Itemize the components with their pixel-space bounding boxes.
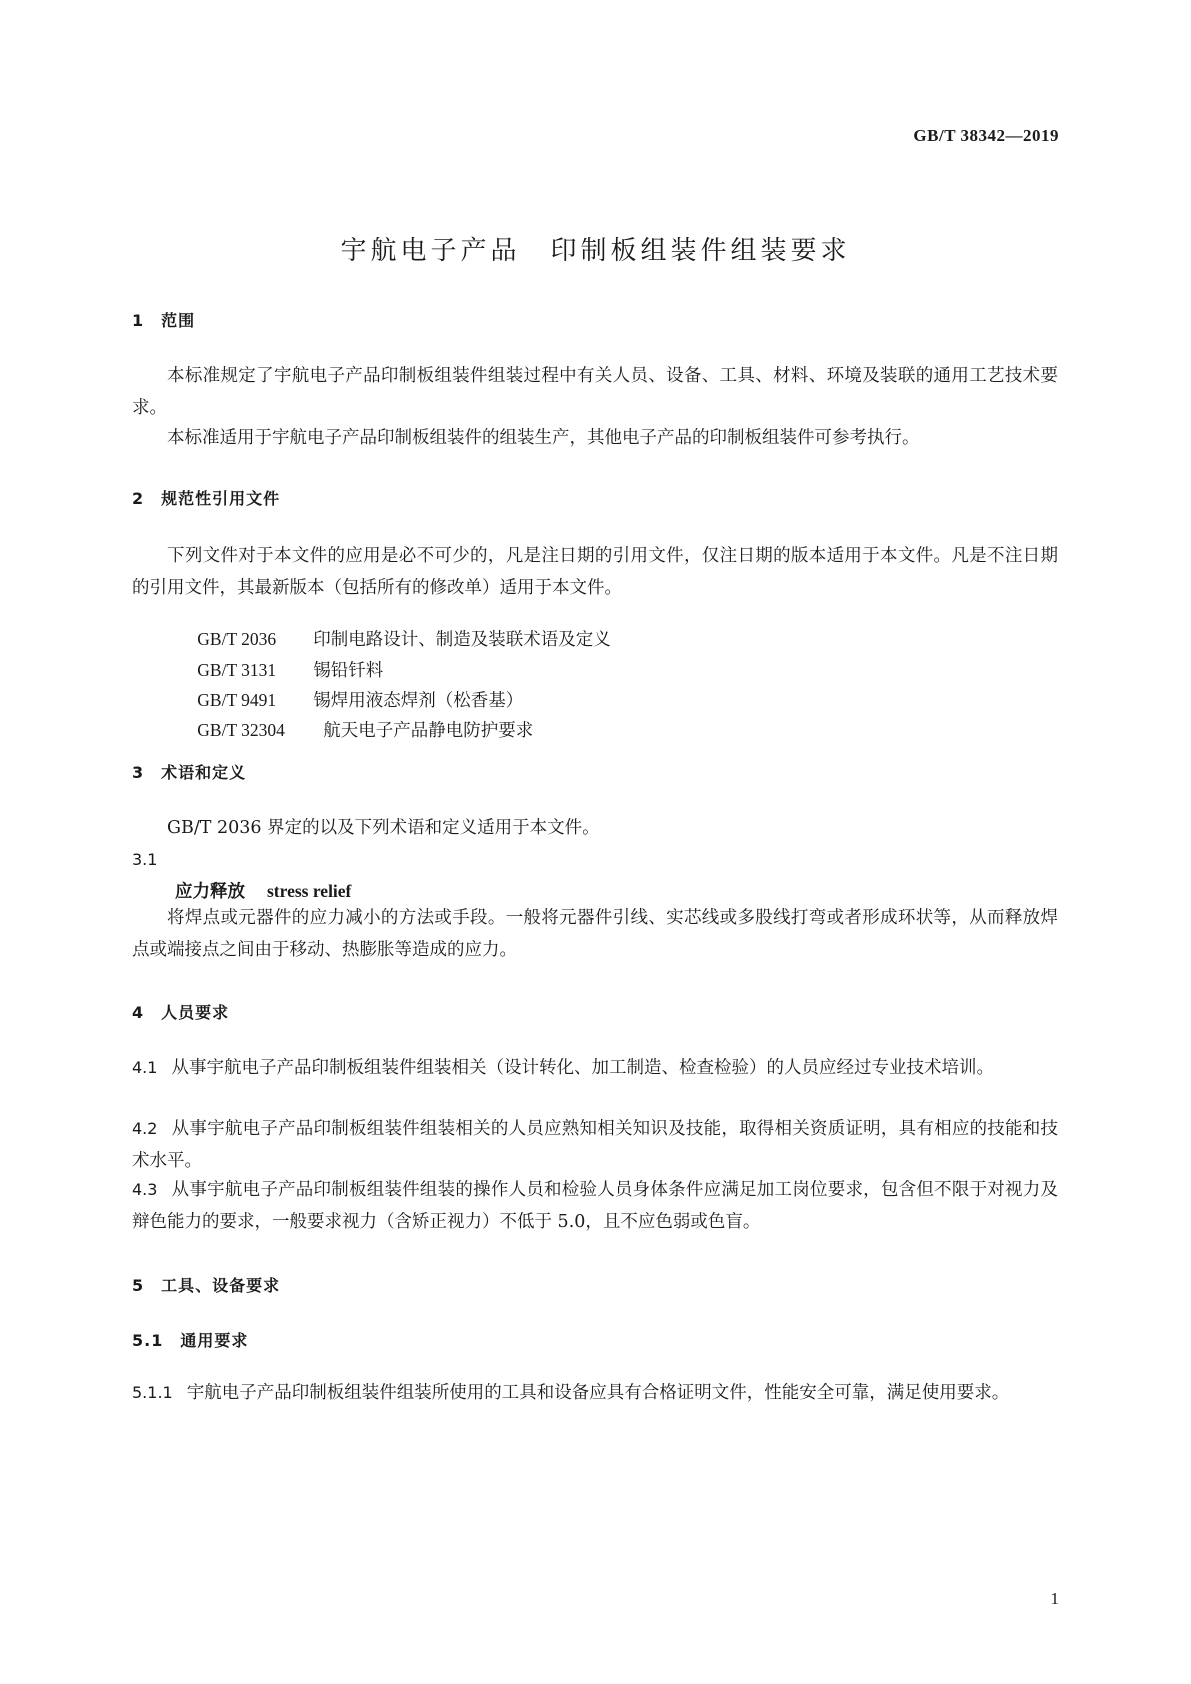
reference-code: GB/T 2036	[197, 629, 277, 649]
clause-4-2	[132, 1113, 1058, 1177]
clause-number: 5.1.1	[132, 1383, 173, 1402]
section-5-heading: 5 工具、设备要求	[132, 1276, 281, 1295]
section-4-heading: 4 人员要求	[132, 1003, 230, 1022]
clause-4-3	[132, 1174, 1058, 1238]
section-1-heading: 1 范围	[132, 311, 196, 330]
term-name-en: stress relief	[267, 881, 352, 901]
clause-5-1-1	[132, 1377, 1058, 1409]
reference-title: 锡铅钎料	[313, 661, 384, 681]
section-3-heading: 3 术语和定义	[132, 763, 247, 782]
section-2-intro: 下列文件对于本文件的应用是必不可少的，凡是注日期的引用文件，仅注日期的版本适用于本文件。凡是不注日期的引用文件，其最新版本（包括所有的修改单）适用于本文件。	[132, 546, 1058, 598]
section-2-heading: 2 规范性引用文件	[132, 489, 281, 508]
section-1-para-2: 本标准适用于宇航电子产品印制板组装件的组装生产，其他电子产品的印制板组装件可参考执行。	[167, 428, 920, 448]
page-number: 1	[1050, 1589, 1059, 1608]
reference-code: GB/T 3131	[197, 660, 277, 680]
clause-text: 从事宇航电子产品印制板组装件组装相关（设计转化、加工制造、检查检验）的人员应经过专业技术培训。	[171, 1058, 994, 1078]
reference-item	[175, 697, 533, 762]
reference-title: 印制电路设计、制造及装联术语及定义	[313, 630, 611, 650]
reference-title: 锡焊用液态焊剂（松香基）	[313, 691, 524, 711]
reference-title: 航天电子产品静电防护要求	[323, 721, 534, 741]
term-name	[175, 878, 351, 903]
section-5-1-heading: 5.1 通用要求	[132, 1331, 249, 1350]
document-title: 宇航电子产品 印制板组装件组装要求	[340, 236, 851, 266]
clause-number: 4.1	[132, 1058, 158, 1077]
reference-code: GB/T 32304	[197, 720, 285, 740]
reference-code: GB/T 9491	[197, 690, 277, 710]
standard-code: GB/T 38342—2019	[913, 126, 1059, 145]
clause-text: 从事宇航电子产品印制板组装件组装相关的人员应熟知相关知识及技能，取得相关资质证明，具有相应的技能和技术水平。	[132, 1119, 1058, 1171]
clause-number: 4.2	[132, 1119, 158, 1138]
section-3-intro: GB/T 2036 界定的以及下列术语和定义适用于本文件。	[167, 818, 600, 838]
term-name-cn: 应力释放	[175, 882, 245, 902]
term-definition: 将焊点或元器件的应力减小的方法或手段。一般将元器件引线、实芯线或多股线打弯或者形成环状等，从而释放焊点或端接点之间由于移动、热膨胀等造成的应力。	[132, 908, 1058, 960]
term-number: 3.1	[132, 850, 158, 869]
clause-text: 宇航电子产品印制板组装件组装所使用的工具和设备应具有合格证明文件，性能安全可靠，满足使用要求。	[186, 1383, 1010, 1403]
clause-number: 4.3	[132, 1180, 158, 1199]
section-1-para-1: 本标准规定了宇航电子产品印制板组装件组装过程中有关人员、设备、工具、材料、环境及装联的通用工艺技术要求。	[132, 366, 1058, 418]
clause-text: 从事宇航电子产品印制板组装件组装的操作人员和检验人员身体条件应满足加工岗位要求，包含但不限于对视力及辩色能力的要求，一般要求视力（含矫正视力）不低于 5.0，且不应色弱或色盲。	[132, 1180, 1058, 1232]
clause-4-1	[132, 1052, 1058, 1084]
